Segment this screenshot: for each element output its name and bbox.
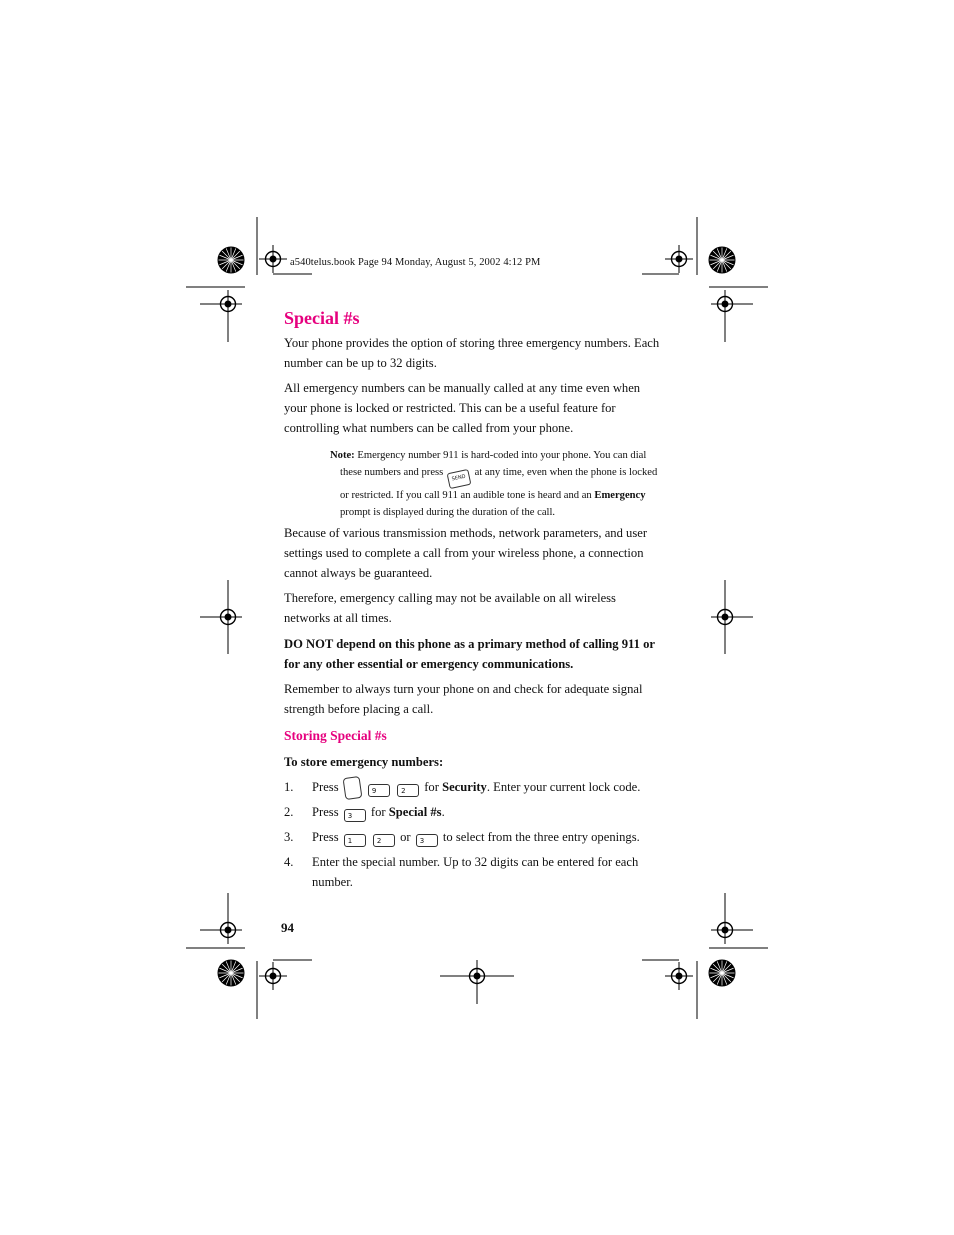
paragraph-4: Therefore, emergency calling may not be available on all wireless networks at all times. [284,591,616,625]
page-title: Special #s [284,308,360,328]
nine-key-icon: 9 [368,784,390,797]
crosshair-registration-icon [259,962,287,990]
note-block [330,447,665,521]
note-line-4: prompt is displayed during the duration of the call. [340,507,556,518]
paragraph-2: All emergency numbers can be manually called at any time even when your phone is locked or restricted. This can be a useful feature for controlling what numbers can be called from your phone. [284,381,641,435]
note-line-2a: these numbers and press [340,467,444,478]
three-key-icon: 3 [416,834,438,847]
two-key-icon: 2 [397,784,419,797]
one-key-icon: 1 [344,834,366,847]
print-header: a540telus.book Page 94 Monday, August 5, 2002 4:12 PM [290,257,541,268]
menu-key-icon [342,776,362,800]
three-key-icon: 3 [344,809,366,822]
paragraph-6: Remember to always turn your phone on and check for adequate signal strength before placing a call. [284,682,643,716]
warning-paragraph: DO NOT depend on this phone as a primary method of calling 911 or for any other essential or emergency communications. [284,637,655,671]
two-key-icon: 2 [373,834,395,847]
starburst-target-icon [709,960,735,986]
crosshair-registration-icon [665,245,693,273]
note-line-3a: or restricted. If you call 911 an audible tone is heard and an [340,490,592,501]
starburst-target-icon [218,247,244,273]
starburst-target-icon [218,960,244,986]
note-line-2b: at any time, even when the phone is locked [474,467,658,478]
starburst-target-icon [709,247,735,273]
crosshair-registration-icon [665,962,693,990]
note-label: Note: [330,450,355,461]
paragraph-3: Because of various transmission methods, network parameters, and user settings used to complete a call from your wireless phone, a connection cannot always be guaranteed. [284,526,648,580]
note-line-1: Emergency number 911 is hard-coded into your phone. You can dial [357,450,647,461]
crosshair-registration-icon [259,245,287,273]
procedure-title: To store emergency numbers: [284,755,444,769]
paragraph-1: Your phone provides the option of storing three emergency numbers. Each number can be up to 32 digits. [284,336,660,370]
note-emergency: Emergency [594,490,646,501]
send-key-icon: SEND [446,469,471,489]
section-heading: Storing Special #s [284,728,387,743]
page-number: 94 [281,920,294,935]
